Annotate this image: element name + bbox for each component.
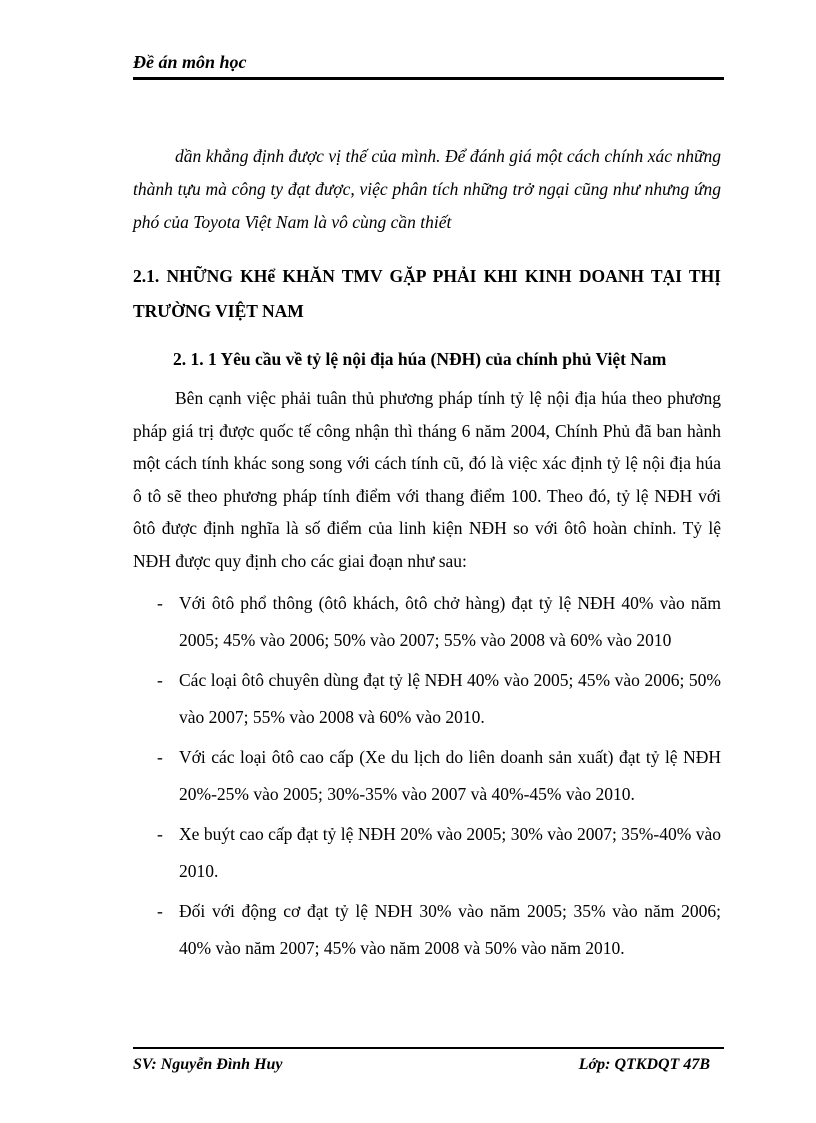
- list-item-text: Các loại ôtô chuyên dùng đạt tỷ lệ NĐH 40% vào 2005; 45% vào 2006; 50% vào 2007; 55% vào 2008 và 60% vào 2010.: [179, 670, 721, 727]
- sub-heading: 2. 1. 1 Yêu cầu về tỷ lệ nội địa húa (NĐH) của chính phủ Việt Nam: [173, 349, 667, 369]
- quota-list: [133, 585, 721, 966]
- footer-class: Lớp: QTKDQT 47B: [578, 1056, 710, 1073]
- list-item: [133, 893, 721, 966]
- footer-rule: [133, 1047, 724, 1049]
- list-item: [133, 585, 721, 658]
- header-title: Đề án môn học: [133, 52, 247, 72]
- list-item-text: Với các loại ôtô cao cấp (Xe du lịch do liên doanh sản xuất) đạt tỷ lệ NĐH 20%-25% vào 2005; 30%-35% vào 2007 và 40%-45% vào 2010.: [179, 747, 721, 804]
- bullet-dash: -: [157, 670, 163, 690]
- list-item: [133, 816, 721, 889]
- body-paragraph: Bên cạnh việc phải tuân thủ phương pháp tính tỷ lệ nội địa húa theo phương pháp giá trị được quốc tế công nhận thì tháng 6 năm 2004, Chính Phủ đã ban hành một cách tính khác song song với cách tính cũ, đó là việc xác định tỷ lệ nội địa húa ô tô sẽ theo phương pháp tính điểm với thang điểm 100. Theo đó, tỷ lệ NĐH với ôtô được định nghĩa là số điểm của linh kiện NĐH so với ôtô hoàn chỉnh. Tỷ lệ NĐH được quy định cho các giai đoạn như sau:: [133, 388, 721, 571]
- list-item-text: Xe buýt cao cấp đạt tỷ lệ NĐH 20% vào 2005; 30% vào 2007; 35%-40% vào 2010.: [179, 824, 721, 881]
- list-item: [133, 739, 721, 812]
- bullet-dash: -: [157, 901, 163, 921]
- page-body: [133, 140, 721, 970]
- section-heading: 2.1. NHỮNG KHể KHĂN TMV GẶP PHẢI KHI KINH DOANH TẠI THỊ TRƯỜNG VIỆT NAM: [133, 266, 721, 321]
- bullet-dash: -: [157, 824, 163, 844]
- bullet-dash: -: [157, 593, 163, 613]
- list-item: [133, 662, 721, 735]
- page-header: [133, 50, 724, 74]
- intro-paragraph: dần khẳng định được vị thế của mình. Để đánh giá một cách chính xác những thành tựu mà công ty đạt được, việc phân tích những trở ngại cũng như nhưng ứng phó của Toyota Việt Nam là vô cùng cần thiết: [133, 146, 721, 232]
- bullet-dash: -: [157, 747, 163, 767]
- header-rule: [133, 77, 724, 80]
- list-item-text: Đối với động cơ đạt tỷ lệ NĐH 30% vào năm 2005; 35% vào năm 2006; 40% vào năm 2007; 45% vào năm 2008 và 50% vào năm 2010.: [179, 901, 721, 958]
- list-item-text: Với ôtô phổ thông (ôtô khách, ôtô chở hàng) đạt tỷ lệ NĐH 40% vào năm 2005; 45% vào 2006; 50% vào 2007; 55% vào 2008 và 60% vào 2010: [179, 593, 721, 650]
- footer-student: SV: Nguyễn Đình Huy: [133, 1056, 283, 1073]
